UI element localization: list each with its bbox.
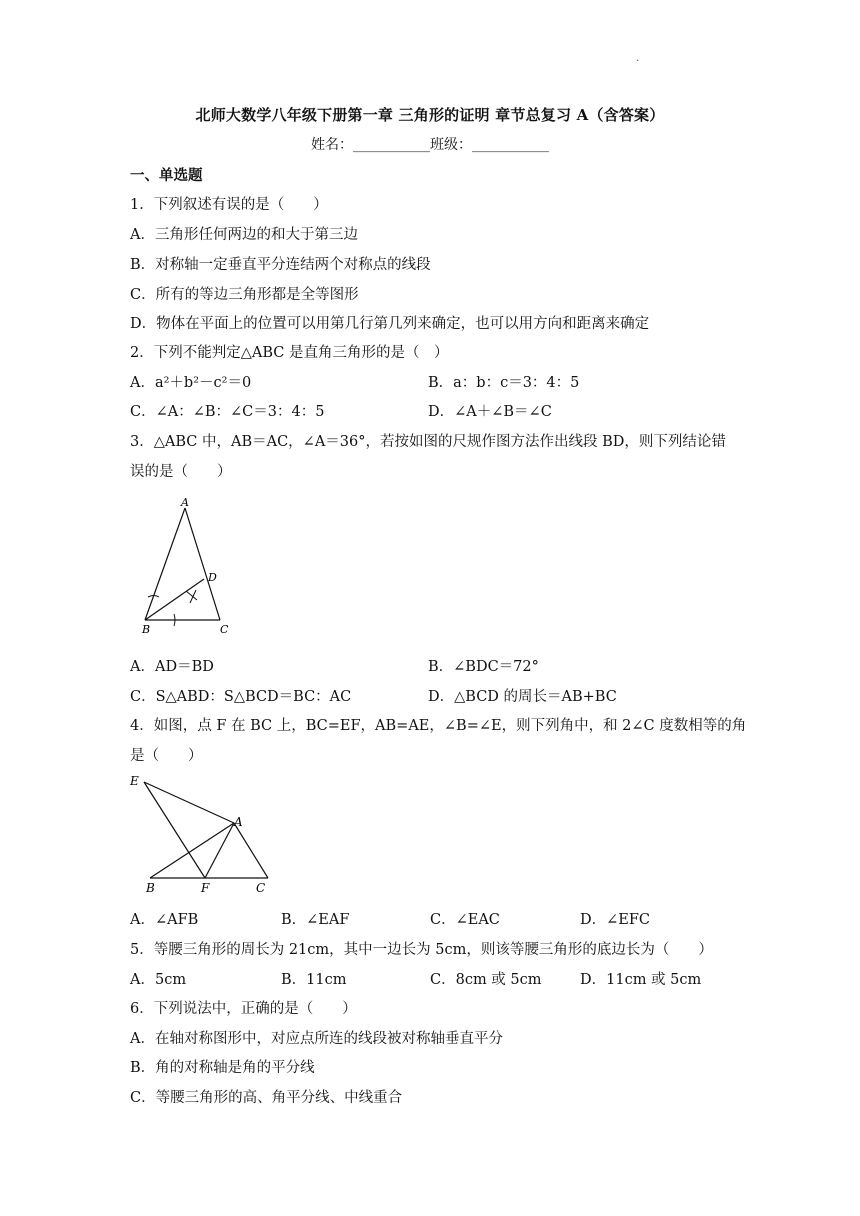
q3-side-ab [145,508,185,620]
q3-stem-line1: 3．△ABC 中，AB＝AC，∠A＝36°，若按如图的尺规作图方法作出线段 BD，则下列结论错 [130,434,726,450]
q3-triangle-figure [130,494,250,640]
q6-option-b: B．角的对称轴是角的平分线 [130,1060,315,1076]
q6-stem: 6．下列说法中，正确的是（ ） [130,1001,357,1017]
q5-stem: 5．等腰三角形的周长为 21cm，其中一边长为 5cm，则该等腰三角形的底边长为（ ） [130,942,713,958]
q4-label-c: C [256,881,266,895]
q2-stem: 2．下列不能判定△ABC 是直角三角形的是（ ） [130,345,449,361]
q3-segment-bd [145,579,204,620]
q2-option-b: B．a：b：c＝3：4：5 [428,375,580,391]
q5-option-d: D．11cm 或 5cm [580,972,702,988]
q4-segment-af [205,823,234,878]
q4-option-b: B．∠EAF [281,912,350,928]
q1-option-a: A．三角形任何两边的和大于第三边 [130,227,358,243]
q3-side-ac [185,508,220,620]
q5-option-c: C．8cm 或 5cm [430,972,542,988]
q4-stem-line1: 4．如图，点 F 在 BC 上，BC=EF，AB=AE，∠B=∠E，则下列角中，和 2∠C 度数相等的角 [130,718,747,734]
q3-stem-line2: 误的是（ ） [130,464,232,480]
q4-option-d: D．∠EFC [580,912,651,928]
q1-stem: 1．下列叙述有误的是（ ） [130,197,328,213]
q4-stem-line2: 是（ ） [130,748,203,764]
q4-segment-ac [234,823,268,878]
q3-label-a: A [181,496,189,509]
q4-label-a: A [234,815,243,829]
q3-option-c: C．S△ABD：S△BCD＝BC：AC [130,689,352,705]
q3-label-b: B [142,623,151,636]
q2-option-d: D．∠A＋∠B＝∠C [428,404,552,420]
q4-option-a: A．∠AFB [130,912,199,928]
q3-label-d: D [208,571,217,584]
q2-option-a: A．a²＋b²－c²＝0 [130,375,252,391]
q4-segment-ba [150,823,234,878]
q3-label-c: C [220,623,229,636]
q3-option-d: D．△BCD 的周长＝AB+BC [428,689,617,705]
q5-option-b: B．11cm [281,972,347,988]
corner-mark: · [636,56,640,67]
q1-option-d: D．物体在平面上的位置可以用第几行第几列来确定，也可以用方向和距离来确定 [130,316,650,332]
q5-option-a: A．5cm [130,972,187,988]
section-heading: 一、单选题 [130,167,203,184]
q4-label-f: F [201,881,210,895]
q4-option-c: C．∠EAC [430,912,500,928]
q6-option-a: A．在轴对称图形中，对应点所连的线段被对称轴垂直平分 [130,1031,503,1047]
q1-option-b: B．对称轴一定垂直平分连结两个对称点的线段 [130,257,431,273]
q4-triangle-figure [128,770,278,896]
q3-option-b: B．∠BDC＝72° [428,659,539,675]
q4-label-b: B [146,881,155,895]
q3-arc-intersection [186,590,197,603]
document-title: 北师大数学八年级下册第一章 三角形的证明 章节总复习 A（含答案） [195,106,665,124]
name-class-line: 姓名：___________班级：___________ [311,137,549,153]
q3-option-a: A．AD＝BD [130,659,214,675]
q1-option-c: C．所有的等边三角形都是全等图形 [130,287,359,303]
q2-option-c: C．∠A：∠B：∠C＝3：4：5 [130,404,325,420]
q4-label-e: E [130,774,139,788]
q6-option-c: C．等腰三角形的高、角平分线、中线重合 [130,1090,403,1106]
